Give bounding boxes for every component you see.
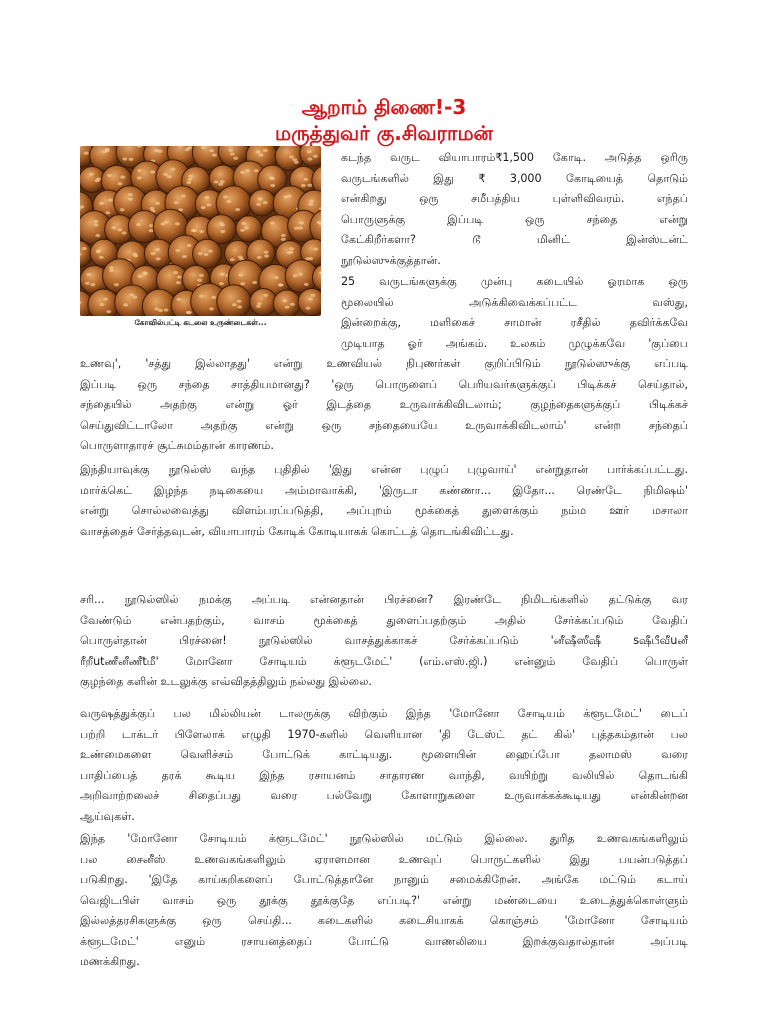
peanut-highlight [117, 228, 122, 231]
peanut-highlight [109, 269, 114, 272]
peanut-highlight [155, 248, 160, 251]
peanut-highlight [155, 202, 160, 205]
peanut-highlight [240, 171, 245, 174]
peanut-highlight [208, 250, 213, 253]
peanut-highlight [290, 303, 295, 306]
peanut-highlight [175, 249, 180, 252]
peanut-highlight [136, 223, 141, 226]
peanut-highlight [192, 229, 197, 232]
peanut-ball [249, 190, 275, 216]
author-byline: மருத்துவர் கு.சிவராமன் [275, 121, 493, 145]
peanut-highlight [199, 230, 204, 233]
peanut-highlight [209, 149, 214, 152]
paragraph-2-wrap [341, 272, 688, 354]
peanut-highlight [298, 273, 303, 276]
peanut-highlight [199, 274, 204, 277]
paragraph-5 [80, 704, 688, 827]
peanut-highlight [150, 170, 155, 173]
peanut-highlight [264, 251, 269, 254]
text-line: இல்லத்தரசிகளுக்கு ஒரு செய்தி... கடைகளில் கடைசியாகக் கொஞ்சம் 'மோனோ சோடியம் [80, 914, 688, 927]
text-line: வாசத்தைச் சேர்த்தவுடன், வியாபாரம் கோடிக் கோடியாகக் கொட்டத் தொடங்கிவிட்டது. [80, 524, 514, 538]
peanut-highlight [132, 296, 137, 299]
peanut-highlight [96, 250, 101, 253]
peanut-highlight [187, 178, 192, 181]
text-line: உண்மைகளை வெளிச்சம் போட்டுக் காட்டியது. மூளையின் ஹைப்போ தலாமஸ் வரை [80, 748, 688, 761]
peanut-highlight [281, 238, 286, 241]
peanut-highlight [204, 196, 209, 199]
text-line: என்கிறது ஒரு சமீபத்திய புள்ளிவிவரம். எந்தப் [341, 192, 688, 205]
peanut-highlight [214, 180, 219, 183]
peanut-highlight [304, 283, 309, 286]
peanut-highlight [182, 255, 187, 258]
peanut-highlight [176, 298, 181, 301]
peanut-highlight [230, 258, 235, 261]
peanut-highlight [263, 201, 268, 204]
text-line: மார்க்கெட் இழந்த நடிகையை அம்மாவாக்கி, 'இருடா கண்ணா... இதோ... ரெண்டே நிமிஷம்' [80, 483, 688, 497]
peanut-highlight [308, 297, 313, 300]
peanut-highlight [85, 282, 90, 285]
peanut-ball [207, 215, 236, 244]
peanut-highlight [212, 153, 217, 156]
text-line: இந்த 'மோனோ சோடியம் க்ளூடமேட்' நூடுல்ஸில் மட்டும் இல்லை. துரித உணவகங்களிலும் [80, 832, 688, 845]
peanut-highlight [111, 226, 116, 229]
text-line: பொருளுக்கு இப்படி ஒரு சந்தை என்று [341, 212, 688, 226]
peanut-highlight [236, 300, 241, 303]
peanut-highlight [308, 257, 313, 260]
peanut-highlight [173, 271, 178, 274]
peanut-highlight [220, 230, 225, 233]
peanut-highlight [219, 282, 224, 285]
peanut-highlight [256, 305, 261, 308]
peanut-highlight [220, 273, 225, 276]
peanut-highlight [313, 247, 318, 250]
peanut-highlight [237, 305, 242, 308]
paragraph-4 [80, 590, 688, 693]
text-line: அறிவாற்றலைச் சிதைப்பது வரை பல்வேறு கோளாறுகளை உருவாக்கக்கூடியது என்கின்றன [80, 789, 688, 802]
text-line: இப்படி ஒரு சந்தை சாத்தியமானது? 'ஒரு பொருளைப் பெரியவர்களுக்குப் பிடிக்கச் செய்தால், [80, 377, 688, 391]
peanut-highlight [238, 274, 243, 277]
peanut-highlight [256, 203, 261, 206]
peanut-highlight [219, 222, 224, 225]
peanut-highlight [223, 195, 228, 198]
peanut-highlight [123, 303, 128, 306]
text-line: கடந்த வருட வியாபாரம்₹1,500 கோடி. அடுத்த ஒரிரு [341, 151, 688, 164]
peanut-highlight [235, 208, 240, 211]
text-line: பல சைனீஸ் உணவகங்களிலும் ஏராளமான உணவுப் பொருட்களில் இது பயன்படுத்தப் [80, 852, 688, 866]
peanut-highlight [151, 252, 156, 255]
peanut-highlight [138, 275, 143, 278]
peanut-highlight [137, 176, 142, 179]
peanut-highlight [292, 158, 297, 161]
text-line: வருஷத்துக்குப் பல மில்லியன் டாலருக்கு விற்கும் இந்த 'மோனோ சோடியம் க்ளூடமேட்' டைப் [80, 707, 688, 720]
text-line: பொருள்தான் பிரச்னை! நூடுல்ஸில் வாசத்துக்காகச் சேர்க்கப்படும் 'னீஷீஸீஷீ sஷீபீவீuனீ [80, 634, 688, 647]
peanut-highlight [176, 281, 181, 284]
peanut-highlight [149, 229, 154, 232]
peanut-ball [298, 288, 321, 315]
peanut-highlight [270, 222, 275, 225]
peanut-highlight [114, 283, 119, 286]
peanut-highlight [307, 150, 312, 153]
peanut-highlight [93, 220, 98, 223]
peanut-ball [236, 216, 262, 242]
paragraph-2-continued [80, 354, 688, 457]
peanut-highlight [233, 157, 238, 160]
text-line: பாதிப்பைத் தரக் கூடிய இந்த ரசாயனம் சாதாரண வாந்தி, வயிற்று வலியில் தொடங்கி [80, 768, 688, 782]
peanut-highlight [181, 194, 186, 197]
peanut-candy-photo [80, 146, 321, 316]
peanut-highlight [170, 168, 175, 171]
text-line: சரி... நூடுல்ஸில் நமக்கு அப்படி என்னதான் பிரச்னை? இரண்டே நிமிடங்களில் தட்டுக்கு வர [80, 593, 688, 606]
peanut-highlight [206, 203, 211, 206]
peanut-highlight [255, 150, 260, 153]
peanut-highlight [274, 276, 279, 279]
peanut-highlight [103, 298, 108, 301]
peanut-highlight [187, 146, 192, 149]
peanut-highlight [163, 173, 168, 176]
peanut-highlight [310, 294, 315, 297]
peanut-highlight [186, 181, 191, 184]
peanut-highlight [218, 183, 223, 186]
peanut-highlight [175, 222, 180, 225]
peanut-ball [273, 290, 300, 316]
peanut-highlight [122, 157, 127, 160]
paragraph-1 [341, 148, 688, 271]
peanut-highlight [228, 149, 233, 152]
peanut-highlight [287, 251, 292, 254]
text-line: க்ளூடமேட்' எனும் ரசாயனத்தைப் போட்டு வாணலியை இறக்குவதால்தான் அப்படி [80, 934, 688, 948]
peanut-highlight [294, 227, 299, 230]
peanut-highlight [308, 203, 313, 206]
text-line: செய்துவிட்டாலோ அதற்கு என்று ஒரு சந்தையையே உருவாக்கிவிடலாம்' என்ற சந்தைப் [80, 418, 688, 432]
peanut-highlight [164, 308, 169, 311]
peanut-highlight [128, 198, 133, 201]
text-line: என்று சொல்லவைத்து விளம்பரப்படுத்தி, அப்புறம் மூக்கைத் துளைக்கும் நம்ம ஊர் மசாலா [80, 504, 688, 517]
peanut-highlight [230, 152, 235, 155]
text-line: ரீறீutணீனீணீtமீ' மோனோ சோடியம் க்ளூடமேட்' (எம்.எஸ்.ஜி.) என்னும் வேதிப் பொருள் [80, 654, 688, 668]
peanut-highlight [89, 173, 94, 176]
peanut-highlight [108, 198, 113, 201]
peanut-highlight [240, 229, 245, 232]
peanut-highlight [278, 283, 283, 286]
peanut-highlight [245, 169, 250, 172]
text-line: கேட்கிறீர்களா? டூ மினிட் இன்ஸ்டன்ட் [341, 233, 688, 246]
peanut-ball [217, 285, 251, 316]
text-line: வேண்டும் என்பதற்கும், வாசம் மூக்கைத் துளைப்பதற்கும் அதில் சேர்க்கப்படும் வேதிப் [80, 613, 688, 627]
text-line: முடியாத ஓர் அங்கம். உலகம் முழுக்கவே 'குப்பை [341, 336, 688, 350]
peanut-highlight [211, 296, 216, 299]
text-line: குழந்தை களின் உடலுக்கு எவ்விதத்திலும் நல்லது இல்லை. [80, 675, 372, 688]
peanut-highlight [177, 275, 182, 278]
peanut-highlight [137, 169, 142, 172]
peanut-highlight [270, 184, 275, 187]
peanut-highlight [158, 309, 163, 312]
peanut-highlight [289, 155, 294, 158]
peanut-highlight [188, 174, 193, 177]
peanut-highlight [186, 311, 191, 314]
peanut-highlight [197, 279, 202, 282]
peanut-highlight [313, 155, 318, 158]
peanut-highlight [244, 226, 249, 229]
peanut-highlight [154, 149, 159, 152]
peanut-highlight [95, 234, 100, 237]
peanut-highlight [120, 208, 125, 211]
peanut-highlight [240, 282, 245, 285]
peanut-highlight [167, 175, 172, 178]
peanut-highlight [257, 302, 262, 305]
peanut-highlight [129, 158, 134, 161]
peanut-highlight [293, 274, 298, 277]
peanut-highlight [307, 158, 312, 161]
peanut-highlight [252, 281, 257, 284]
peanut-highlight [86, 273, 91, 276]
peanut-highlight [105, 149, 110, 152]
peanut-highlight [84, 151, 89, 154]
peanut-highlight [263, 294, 268, 297]
peanut-highlight [307, 184, 312, 187]
peanut-highlight [226, 200, 231, 203]
peanut-highlight [283, 195, 288, 198]
peanut-highlight [285, 306, 290, 309]
peanut-highlight [117, 182, 122, 185]
peanut-balls-illustration [80, 146, 321, 316]
peanut-highlight [99, 202, 104, 205]
peanut-highlight [241, 222, 246, 225]
peanut-highlight [107, 174, 112, 177]
peanut-highlight [82, 247, 87, 250]
peanut-highlight [257, 256, 262, 259]
peanut-highlight [198, 252, 203, 255]
text-line: மணக்கிறது. [80, 955, 140, 968]
paragraph-6 [80, 829, 688, 973]
photo-caption: கோவில்பட்டி கடலை உருண்டைகள்... [134, 318, 267, 327]
peanut-highlight [90, 283, 95, 286]
peanut-highlight [156, 257, 161, 260]
text-line: இந்தியாவுக்கு நூடுல்ஸ் வந்த புதிதில் 'இது என்ன புழுப் புழுவாய்' என்றுதான் பார்க்கப்பட்டது. [80, 463, 688, 476]
peanut-highlight [270, 177, 275, 180]
peanut-highlight [289, 247, 294, 250]
text-line: வெஜிடபிள் வாசம் ஒரு தூக்கு தூக்குதே எப்படி?' என்று மண்டையை உடைத்துக்கொள்ளும் [80, 893, 688, 907]
peanut-highlight [143, 271, 148, 274]
peanut-highlight [105, 211, 110, 214]
peanut-highlight [99, 256, 104, 259]
text-line: சந்தையில் அதற்கு என்று ஓர் இடத்தை உருவாக்கிவிடலாம்; குழந்தைகளுக்குப் பிடிக்கச் [80, 398, 688, 411]
text-line: மூலையில் அடுக்கிவைக்கப்பட்ட வஸ்து, [341, 295, 688, 309]
peanut-highlight [281, 234, 286, 237]
text-line: உணவு', 'சத்து இல்லாதது' என்று உணவியல் நிபுணர்கள் குறிப்பிடும் நூடுல்ஸுக்கு எப்படி [80, 357, 688, 370]
peanut-highlight [94, 223, 99, 226]
peanut-highlight [106, 310, 111, 313]
peanut-highlight [263, 149, 268, 152]
peanut-highlight [95, 179, 100, 182]
peanut-highlight [128, 193, 133, 196]
text-line: வருடங்களில் இது ₹ 3,000 கோடியைத் தொடும் [341, 171, 688, 185]
peanut-highlight [120, 176, 125, 179]
peanut-highlight [187, 244, 192, 247]
peanut-highlight [282, 299, 287, 302]
peanut-highlight [232, 303, 237, 306]
peanut-highlight [258, 198, 263, 201]
peanut-highlight [201, 146, 206, 149]
peanut-highlight [301, 184, 306, 187]
peanut-highlight [160, 222, 165, 225]
peanut-highlight [204, 253, 209, 256]
peanut-highlight [299, 221, 304, 224]
peanut-highlight [209, 307, 214, 310]
text-line: பொருளாதாரச் சூட்சுமம்தான் காரணம். [80, 439, 274, 452]
peanut-highlight [258, 153, 263, 156]
peanut-highlight [109, 266, 114, 269]
paragraph-3 [80, 460, 688, 542]
text-line: 25 வருடங்களுக்கு முன்பு கடையில் ஓரமாக ஒரு [341, 275, 688, 288]
peanut-highlight [254, 169, 259, 172]
peanut-highlight [174, 201, 179, 204]
text-line: பற்றி டாக்டர் பிளேலாக் எழுதி 1970-களில் வெளியான 'தி டேஸ்ட் தட் கில்' புத்தகம்தான் பல [80, 727, 688, 741]
text-line: படுகிறது. 'இதே காய்கறிகளைப் போட்டுத்தானே நானும் சமைக்கிறேன். அங்கே மட்டும் கடாய் [80, 873, 688, 886]
peanut-highlight [199, 295, 204, 298]
peanut-highlight [122, 231, 127, 234]
peanut-highlight [309, 200, 314, 203]
peanut-ball [250, 288, 277, 315]
peanut-highlight [264, 254, 269, 257]
text-line: இன்றைக்கு, மளிகைச் சாமான் ரசீதில் தவிர்க்கவே [341, 316, 688, 329]
peanut-highlight [201, 206, 206, 209]
text-line: ஆய்வுகள். [80, 809, 135, 823]
text-line: நூடுல்ஸுக்குத்தான். [341, 253, 441, 267]
peanut-highlight [133, 254, 138, 257]
peanut-highlight [303, 178, 308, 181]
peanut-highlight [305, 307, 310, 310]
peanut-highlight [99, 303, 104, 306]
series-title: ஆறாம் திணை!-3 [301, 95, 467, 119]
